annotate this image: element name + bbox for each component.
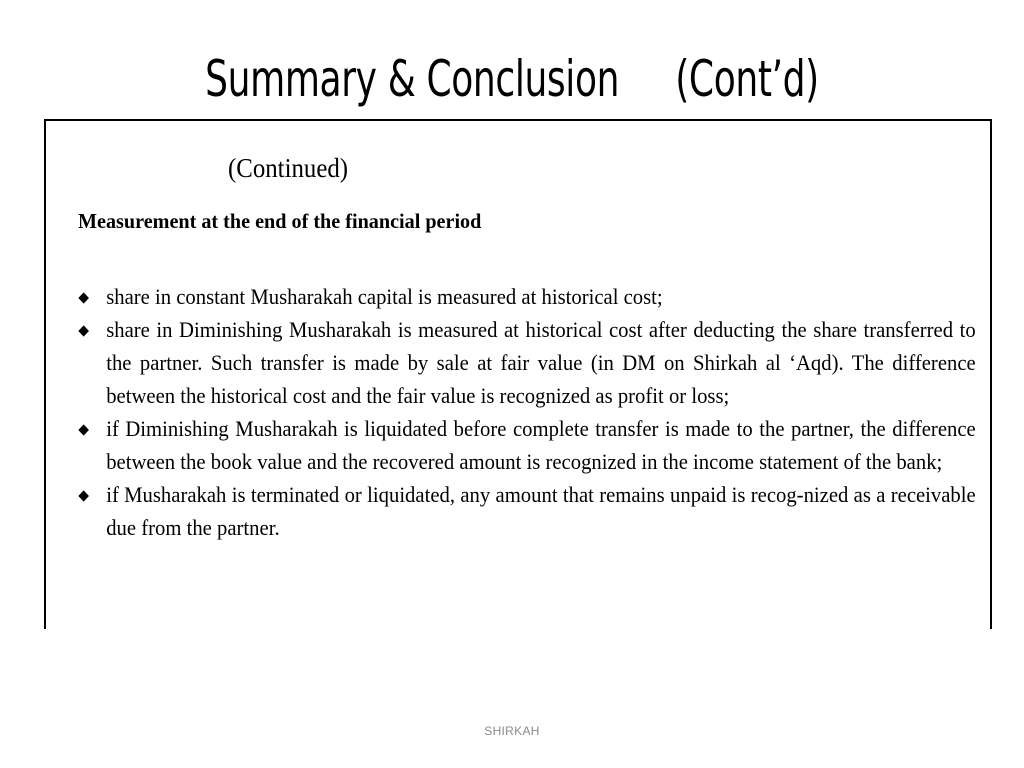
bullet-item-2 — [78, 313, 976, 412]
diamond-bullet-icon — [78, 325, 89, 336]
slide-title-main: Summary & Conclusion — [205, 50, 620, 108]
bullet-text: if Diminishing Musharakah is liquidated before complete transfer is made to the partner, the difference between the book value and the recovered amount is recognized in the income statement of the bank; — [106, 416, 976, 474]
slide-title — [143, 44, 880, 114]
bullet-list — [78, 280, 978, 544]
bullet-text: share in constant Musharakah capital is measured at historical cost; — [106, 284, 663, 309]
footer-label: SHIRKAH — [484, 724, 540, 738]
diamond-bullet-icon — [78, 424, 89, 435]
bullet-text: share in Diminishing Musharakah is measured at historical cost after deducting the share transferred to the partner. Such transfer is made by sale at fair value (in DM on Shirkah al ‘Aqd). The difference between the historical cost and the fair value is recognized as profit or loss; — [106, 317, 976, 408]
bullet-text: if Musharakah is terminated or liquidated, any amount that remains unpaid is recog-nized as a receivable due from the partner. — [106, 482, 976, 540]
bullet-item-4 — [78, 478, 976, 544]
continued-label: (Continued) — [228, 153, 349, 183]
diamond-bullet-icon — [78, 292, 89, 303]
bullet-item-1 — [78, 280, 976, 313]
slide-title-suffix: (Cont’d) — [675, 50, 819, 108]
section-heading: Measurement at the end of the financial period — [78, 209, 482, 233]
diamond-bullet-icon — [78, 490, 89, 501]
bullet-item-3 — [78, 412, 976, 478]
